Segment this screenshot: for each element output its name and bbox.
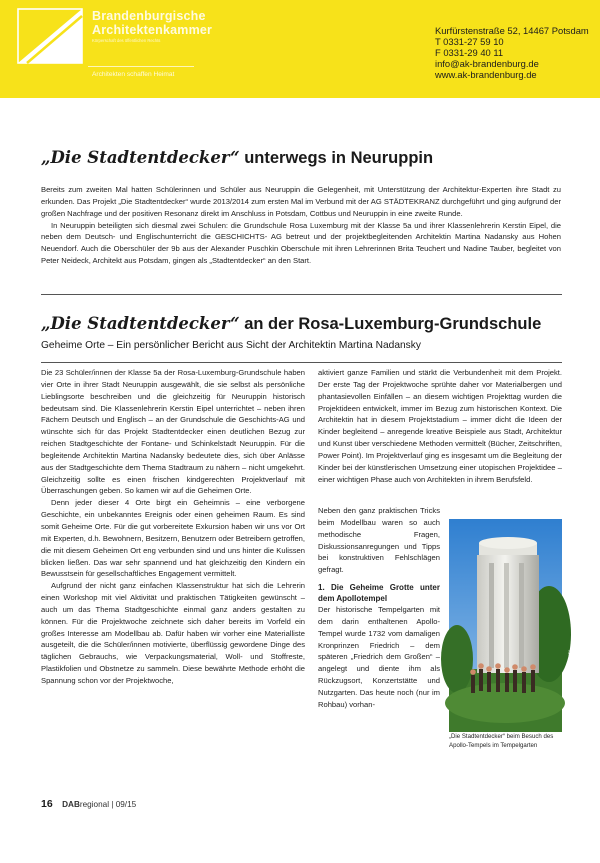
article2-headline [41,314,541,334]
page-footer [41,794,136,812]
brand-divider [88,66,194,67]
article2-column-2-top [318,367,562,485]
col2-paragraph-1: aktiviert ganze Familien und stärkt die Verbundenheit mit dem Projekt. Der erste Tag der Projektwoche sprühte daher vor Materialbergen und phantasievollen Einfällen – an diesem wichtigen Projekttag wurden die Projektideen entwickelt, immer im Bezug zum historischen Kontext. Die Architektin hat in diesem Projektstadium – immer dicht die Ideen der Kinder begleitend – anregende kreative Beispiele aus Stadt, Architektur und Kunst über verschiedene Methoden vermittelt (Bücher, Zeitschriften, Power Point). Im Projektverlauf ging es insgesamt um die Begleitung der Kinder bei der künstlerischen Umsetzung einer utopischen Projektidee – einer wichtigen Phase auch von Architekten in ihrem Berufsfeld. [318,368,562,484]
brand-line-1: Brandenburgische [92,9,206,23]
col1-paragraph-3: Aufgrund der nicht ganz einfachen Klassenstruktur hat sich die Lehrerin einen Workshop mit viel Aktivität und praktischen Tätigkeiten gewünscht – auch um das Thema Stadtgeschichte einmal ganz anders gestalten zu können. Für die Projektwoche zeichnete sich daher bereits im Vorfeld ein großes Interesse am Modellbau ab. Dafür haben wir vorher eine Materialliste ausgeteilt, die die Schüler/innen motivierte, überflüssig gewordene Dinge des täglichen Gebrauchs, wie Verpackungsmaterial, Woll- und Stoffreste, Plastikfolien und Obstnetze zu sammeln. Diese bewährte Methode erhöht die Spannung schon vor der Projektwoche, [41,581,305,685]
article1-paragraph-2: In Neuruppin beteiligten sich diesmal zwei Schulen: die Grundschule Rosa Luxemburg mit der Klasse 5a und ihrer Klassenlehrerin Kerstin Eipel, die neben dem Deutsch- und Englischunterricht die GESCHICHTS- AG betreut und der projektbegleitenden Architektin Martina Nadansky aus Hohen Neuendorf. Auch die Oberschüler der 9b aus der Alexander Puschkin Oberschule mit ihren Lehrerinnen Brita Teuchert und Nadine Tauber, begleitet von Peter Neideck, Architekt aus Potsdam, gingen als „Stadtentdecker“ an den Start. [41,220,561,266]
col1-paragraph-2: Denn jeder dieser 4 Orte birgt ein Geheimnis – eine verborgene Geschichte, ein unbekanntes Ereignis oder einen geheimen Raum. Es sind somit Geheime Orte. Für die gut vorbereitete Exkursion haben wir uns vor Ort mit Experten, d.h. Bewohnern, Besitzern, Benutzern oder Betreibern getroffen, die mit diesem Geheimen Ort eng verbunden sind und uns hinter die Kulissen blicken ließen. Das war sehr spannend und hat gleichzeitig den Kindern ein Bewusstsein für gesellschaftliches Engagement vermittelt. [41,498,305,579]
apollo-temple-image [449,519,562,732]
contact-block [435,25,589,80]
page-number: 16 [41,798,53,810]
article2-column-2-narrow [318,505,440,711]
col2-paragraph-2: Neben den ganz praktischen Tricks beim Modellbau waren so auch methodische Fragen, Diskussionsanregungen und Tipps bei konstruktiven Fehlschlägen gefragt. [318,506,440,575]
apollo-temple-photo [449,519,572,732]
photo-credit: Foto: Martina Nadansky [566,650,572,693]
contact-email[interactable]: info@ak-brandenburg.de [435,58,539,69]
contact-fax: F 0331-29 40 11 [435,47,504,58]
brand-line-2: Architektenkammer [92,23,213,37]
brand-line-3: Körperschaft des öffentlichen Rechts [92,38,161,43]
tagline: Architekten schaffen Heimat [92,71,175,78]
article1-headline-script: „Die Stadtentdecker“ [41,148,240,167]
contact-website[interactable]: www.ak-brandenburg.de [435,69,537,80]
col2-paragraph-3: Der historische Tempelgarten mit dem darin enthaltenen Apollo-Tempel wurde 1732 vom damaligen Kronprinzen Friedrich – dem späteren „Friedrich dem Großen“ – angelegt und diente ihm als Rückzugsort, Konzertstätte und Nutzgarten. Das heute noch (nur im Rohbau) vorhan- [318,605,440,709]
photo-caption: „Die Stadtentdecker“ beim Besuch des Apollo-Tempels im Tempelgarten [449,733,554,749]
contact-phone: T 0331-27 59 10 [435,36,504,47]
article2-headline-rest: an der Rosa-Luxemburg-Grundschule [244,315,542,333]
section-divider [41,294,562,295]
magazine-issue-rest: regional | 09/15 [79,800,137,809]
article2-column-1 [41,367,305,687]
subheadline-divider [41,362,562,363]
article1-headline-rest: unterwegs in Neuruppin [244,149,434,167]
col2-subhead: 1. Die Geheime Grotte unter dem Apollotempel [318,583,440,604]
article1-paragraph-1: Bereits zum zweiten Mal hatten Schülerinnen und Schüler aus Neuruppin die Gelegenheit, mit Unterstützung der Architektur-Experten ihre Stadt zu erkunden. Das Projekt „Die Stadtentdecker“ wurde 2013/2014 zum ersten Mal im Verbund mit der AG STÄDTEKRANZ durchgeführt und ging aufgrund der großen Nachfrage und der positiven Resonanz direkt im Anschluss in Potsdam, Cottbus und Neuruppin in eine zweite Runde. [41,185,561,218]
article1-headline [41,148,433,168]
header-banner [0,0,600,98]
article2-subheadline: Geheime Orte – Ein persönlicher Bericht aus Sicht der Architektin Martina Nadansky [41,340,421,351]
article2-headline-script: „Die Stadtentdecker“ [41,314,240,333]
article1-body [41,184,561,267]
magazine-name-bold: DAB [62,800,80,809]
brand-name [92,9,212,45]
magazine-issue [62,800,136,809]
chamber-logo-icon [17,8,83,64]
contact-address: Kurfürstenstraße 52, 14467 Potsdam [435,25,589,36]
col1-paragraph-1: Die 23 Schüler/innen der Klasse 5a der Rosa-Luxemburg-Grundschule haben vier Orte in ihrer Stadt Neuruppin ausgewählt, die sie selbst als persönliche Lieblingsorte beschreiben und die gleichzeitig für Neuruppin historisch bedeutsam sind. Die Klassenlehrerin Kerstin Eipel unterrichtet – neben ihren Fächern Deutsch und Englisch – an der Grundschule die Geschichts-AG und wünschte sich für das Projekt Stadtentdecker einen deutlichen Bezug zur reichen Stadtgeschichte der Fontane- und Schinkelstadt Neuruppin. Für die begleitende Architektin Martina Nadansky bedeutete dies, sich über Anlässe aus der Stadtgeschichte dem Thema Stadtraum zu nähern – nicht umgekehrt. Gleichzeitig sollte es einen frischen kindgerechten Projektverlauf mit Überraschungen geben. So kamen wir auf die Geheimen Orte. [41,368,305,496]
